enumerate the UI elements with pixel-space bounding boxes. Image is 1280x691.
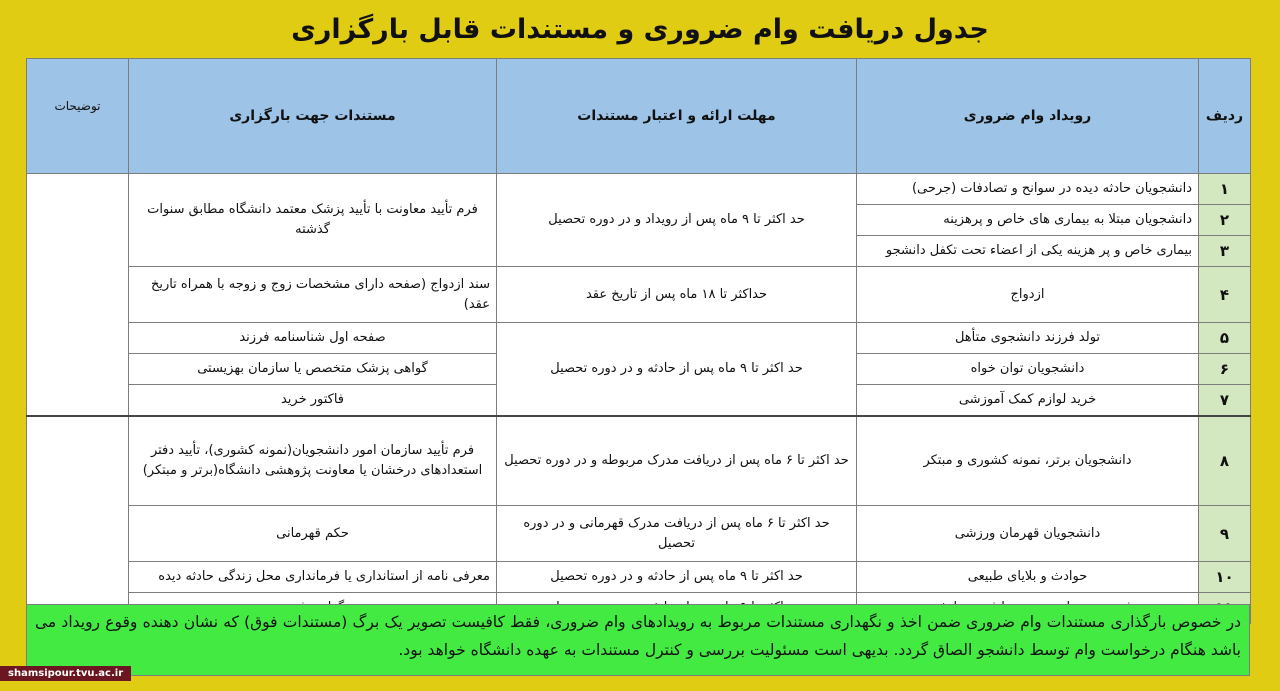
event-cell: دانشجویان قهرمان ورزشی <box>857 506 1199 562</box>
header-docs: مستندات جهت بارگزاری <box>129 59 497 174</box>
row-number: ۶ <box>1199 354 1251 385</box>
deadline-cell: حد اکثر تا ۶ ماه پس از دریافت مدرک قهرمانی و در دوره تحصیل <box>497 506 857 562</box>
docs-cell: گواهی پزشک متخصص یا سازمان بهزیستی <box>129 354 497 385</box>
footer-note: در خصوص بارگذاری مستندات وام ضروری ضمن اخذ و نگهداری مستندات مربوط به رویدادهای وام ضروری، فقط کافیست تصویر یک برگ (مستندات فوق) که نشان دهنده وقوع رویداد می باشد هنگام درخواست وام توسط دانشجو الصاق گردد. بدیهی است مسئولیت بررسی و کنترل مستندات به عهده دانشگاه خواهد بود. <box>26 604 1250 676</box>
docs-cell: صفحه اول شناسنامه فرزند <box>129 323 497 354</box>
table-row <box>27 174 1251 205</box>
row-number: ۸ <box>1199 416 1251 506</box>
event-cell: ازدواج <box>857 267 1199 323</box>
docs-cell: معرفی نامه از استانداری یا فرمانداری محل زندگی حادثه دیده <box>129 562 497 593</box>
header-deadline: مهلت ارائه و اعتبار مستندات <box>497 59 857 174</box>
row-number: ۵ <box>1199 323 1251 354</box>
row-number: ۷ <box>1199 385 1251 416</box>
docs-cell: سند ازدواج (صفحه دارای مشخصات زوج و زوجه با همراه تاریخ عقد) <box>129 267 497 323</box>
deadline-cell: حداکثر تا ۱۸ ماه پس از تاریخ عقد <box>497 267 857 323</box>
table-row <box>27 506 1251 562</box>
event-cell: دانشجویان مبتلا به بیماری های خاص و پرهزینه <box>857 205 1199 236</box>
docs-cell: فرم تأیید معاونت با تأیید پزشک معتمد دانشگاه مطابق سنوات گذشته <box>129 174 497 267</box>
event-cell: دانشجویان توان خواه <box>857 354 1199 385</box>
table-header-row <box>27 59 1251 174</box>
deadline-cell: حد اکثر تا ۶ ماه پس از دریافت مدرک مربوطه و در دوره تحصیل <box>497 416 857 506</box>
row-number: ۲ <box>1199 205 1251 236</box>
deadline-cell: حد اکثر تا ۹ ماه پس از رویداد و در دوره تحصیل <box>497 174 857 267</box>
notes-cell <box>27 416 129 624</box>
event-cell: تولد فرزند دانشجوی متأهل <box>857 323 1199 354</box>
table-row <box>27 416 1251 506</box>
event-cell: دانشجویان حادثه دیده در سوانح و تصادفات (جرحی) <box>857 174 1199 205</box>
deadline-cell: حد اکثر تا ۹ ماه پس از حادثه و در دوره تحصیل <box>497 323 857 416</box>
docs-cell: حکم قهرمانی <box>129 506 497 562</box>
row-number: ۴ <box>1199 267 1251 323</box>
notes-cell <box>27 174 129 416</box>
table-row <box>27 562 1251 593</box>
header-row-number: ردیف <box>1199 59 1251 174</box>
row-number: ۱۰ <box>1199 562 1251 593</box>
table-row <box>27 323 1251 354</box>
deadline-cell: حد اکثر تا ۹ ماه پس از حادثه و در دوره تحصیل <box>497 562 857 593</box>
row-number: ۱ <box>1199 174 1251 205</box>
table-row <box>27 267 1251 323</box>
page-title: جدول دریافت وام ضروری و مستندات قابل بارگزاری <box>291 14 989 45</box>
event-cell: خرید لوازم کمک آموزشی <box>857 385 1199 416</box>
row-number: ۳ <box>1199 236 1251 267</box>
header-event: رویداد وام ضروری <box>857 59 1199 174</box>
event-cell: حوادث و بلایای طبیعی <box>857 562 1199 593</box>
site-watermark: shamsipour.tvu.ac.ir <box>0 666 131 681</box>
event-cell: بیماری خاص و پر هزینه یکی از اعضاء تحت تکفل دانشجو <box>857 236 1199 267</box>
event-cell: دانشجویان برتر، نمونه کشوری و مبتکر <box>857 416 1199 506</box>
header-notes: توضیحات <box>27 59 129 174</box>
docs-cell: فرم تأیید سازمان امور دانشجویان(نمونه کشوری)، تأیید دفتر استعدادهای درخشان یا معاونت پژوهشی دانشگاه(برتر و مبتکر) <box>129 416 497 506</box>
loan-documents-table <box>26 58 1251 624</box>
docs-cell: فاکتور خرید <box>129 385 497 416</box>
row-number: ۹ <box>1199 506 1251 562</box>
